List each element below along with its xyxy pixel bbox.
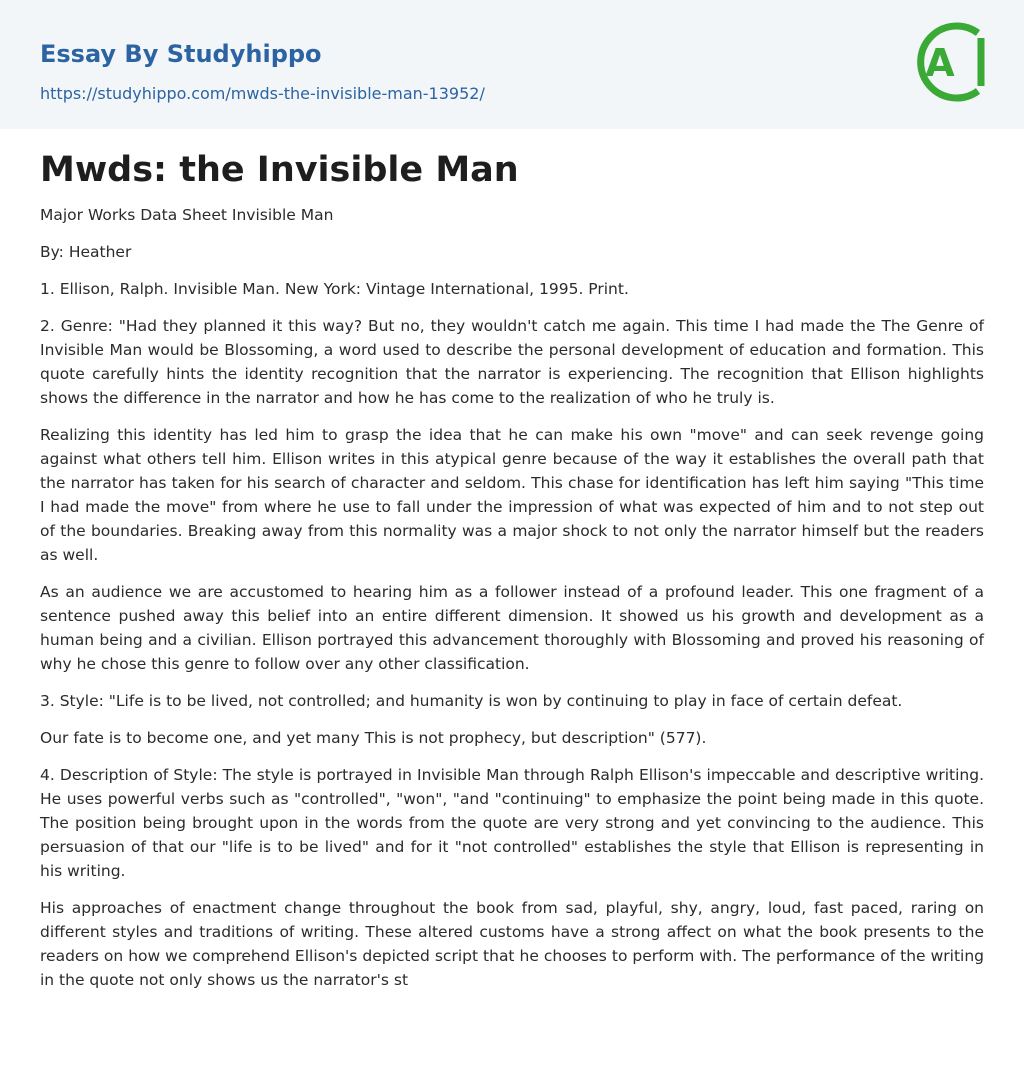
- paragraph-identity: Realizing this identity has led him to grasp the idea that he can make his own "move" and can seek revenge going against what others tell him. Ellison writes in this atypical genre because of the way it establishes the overall path that the narrator has taken for his search of character and seldom. This chase for identification has left him saying "This time I had made the move" from where he use to fall under the impression of what was expected of him and to not step out of the boundaries. Breaking away from this normality was a major shock to not only the narrator himself but the readers as well.: [40, 426, 984, 564]
- studyhippo-logo-icon[interactable]: [910, 18, 990, 106]
- essay-url-link[interactable]: https://studyhippo.com/mwds-the-invisible-man-13952/: [40, 84, 485, 103]
- author-line: By: Heather: [40, 243, 132, 261]
- article-subtitle: Major Works Data Sheet Invisible Man: [40, 206, 334, 224]
- page-title: Mwds: the Invisible Man: [40, 150, 519, 190]
- paragraph-audience: As an audience we are accustomed to hearing him as a follower instead of a profound leader. This one fragment of a sentence pushed away this belief into an entire different dimension. It showed us his growth and development as a human being and a civilian. Ellison portrayed this advancement thoroughly with Blossoming and proved his reasoning of why he chose this genre to follow over any other classification.: [40, 583, 984, 673]
- paragraph-approaches: His approaches of enactment change throughout the book from sad, playful, shy, angry, loud, fast paced, raring on different styles and traditions of writing. These altered customs have a strong affect on what the book presents to the readers on how we comprehend Ellison's depicted script that he chooses to perform with. The performance of the writing in the quote not only shows us the narrator's st: [40, 899, 984, 989]
- brand-title[interactable]: Essay By Studyhippo: [40, 40, 322, 68]
- paragraph-style-description: 4. Description of Style: The style is portrayed in Invisible Man through Ralph Ellison's impeccable and descriptive writing. He uses powerful verbs such as "controlled", "won", "and "continuing" to emphasize the point being made in this quote. The position being brought upon in the words from the quote are very strong and yet convincing to the audience. This persuasion of that our "life is to be lived" and for it "not controlled" establishes the style that Ellison is representing in his writing.: [40, 766, 984, 880]
- paragraph-citation: 1. Ellison, Ralph. Invisible Man. New York: Vintage International, 1995. Print.: [40, 280, 629, 298]
- site-header: [0, 0, 1024, 129]
- paragraph-style: 3. Style: "Life is to be lived, not controlled; and humanity is won by continuing to play in face of certain defeat.: [40, 692, 903, 710]
- article: [0, 129, 1024, 992]
- paragraph-fate-quote: Our fate is to become one, and yet many This is not prophecy, but description" (577).: [40, 729, 707, 747]
- logo-letter: A: [925, 41, 955, 85]
- paragraph-genre: 2. Genre: "Had they planned it this way? But no, they wouldn't catch me again. This time I had made the The Genre of Invisible Man would be Blossoming, a word used to describe the personal development of education and formation. This quote carefully hints the identity recognition that the narrator is experiencing. The recognition that Ellison highlights shows the difference in the narrator and how he has come to the realization of who he truly is.: [40, 317, 984, 407]
